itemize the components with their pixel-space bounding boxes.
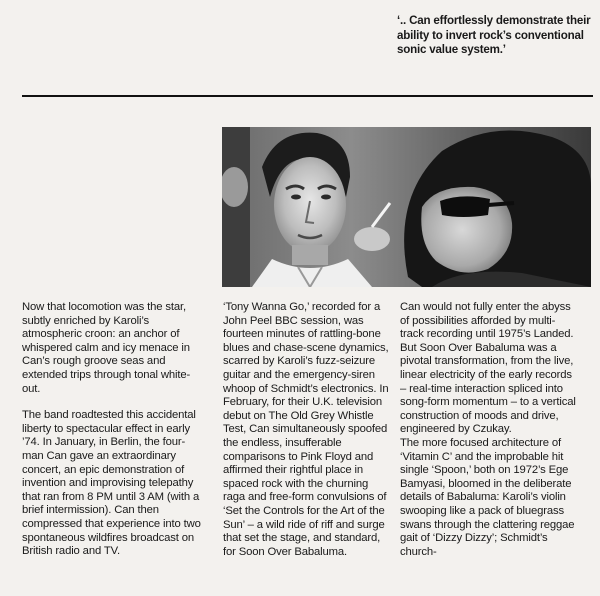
paragraph: ‘Tony Wanna Go,’ recorded for a John Peel BBC session, was fourteen minutes of rattling-bone blues and chase-scene dynamics, scarred by Karoli’s fuzz-seizure guitar and the emergency-siren whoop of Schmidt’s electronics. In February, for their U.K. television debut on The Old Grey Whistle Test, Can simultaneously spoofed the endless, insufferable comparisons to Pink Floyd and affirmed their rightful place in spaced rock with the churning raga and free-form convulsions of ‘Set the Controls for the Art of the Sun’ – a wild ride of riff and surge that set the stage, and standard, for Soon Over Babaluma. bbox=[223, 301, 389, 558]
horizontal-rule bbox=[22, 95, 593, 97]
text-column-2 bbox=[223, 301, 393, 559]
paragraph: Now that locomotion was the star, subtly enriched by Karoli’s atmospheric croon: an anchor of whispered calm and icy menace in Can’s rough groove seas and extended trips through tonal white-out. bbox=[22, 301, 191, 395]
pull-quote: ‘.. Can effortlessly demonstrate their ability to invert rock’s conventional sonic value system.’ bbox=[397, 14, 591, 56]
text-column-1 bbox=[22, 301, 205, 559]
paragraph: The more focused architecture of ‘Vitamin C’ and the improbable hit single ‘Spoon,’ both on 1972’s Ege Bamyasi, bloomed in the deliberate details of Babaluma: Karoli’s violin swooping like a pack of bluegrass swans through the clattering reggae gait of ‘Dizzy Dizzy’; Schmidt’s church- bbox=[400, 436, 575, 558]
band-photo bbox=[222, 127, 591, 287]
paragraph: Can would not fully enter the abyss of possibilities afforded by multi-track recording until 1975’s Landed. But Soon Over Babaluma was a pivotal transformation, from the live, linear electricity of the early records – real-time interaction spliced into song-form momentum – to a vertical construction of moods and drive, engineered by Czukay. bbox=[400, 301, 576, 436]
paragraph: The band roadtested this accidental liberty to spectacular effect in early ’74. In January, in Berlin, the four-man Can gave an extraordinary concert, an epic demonstration of invention and improvising telepathy that ran from 8 PM until 3 AM (with a brief intermission). Can then compressed that experience into two spontaneous wildfires broadcast on British radio and TV. bbox=[22, 409, 201, 558]
text-column-3 bbox=[400, 301, 578, 559]
